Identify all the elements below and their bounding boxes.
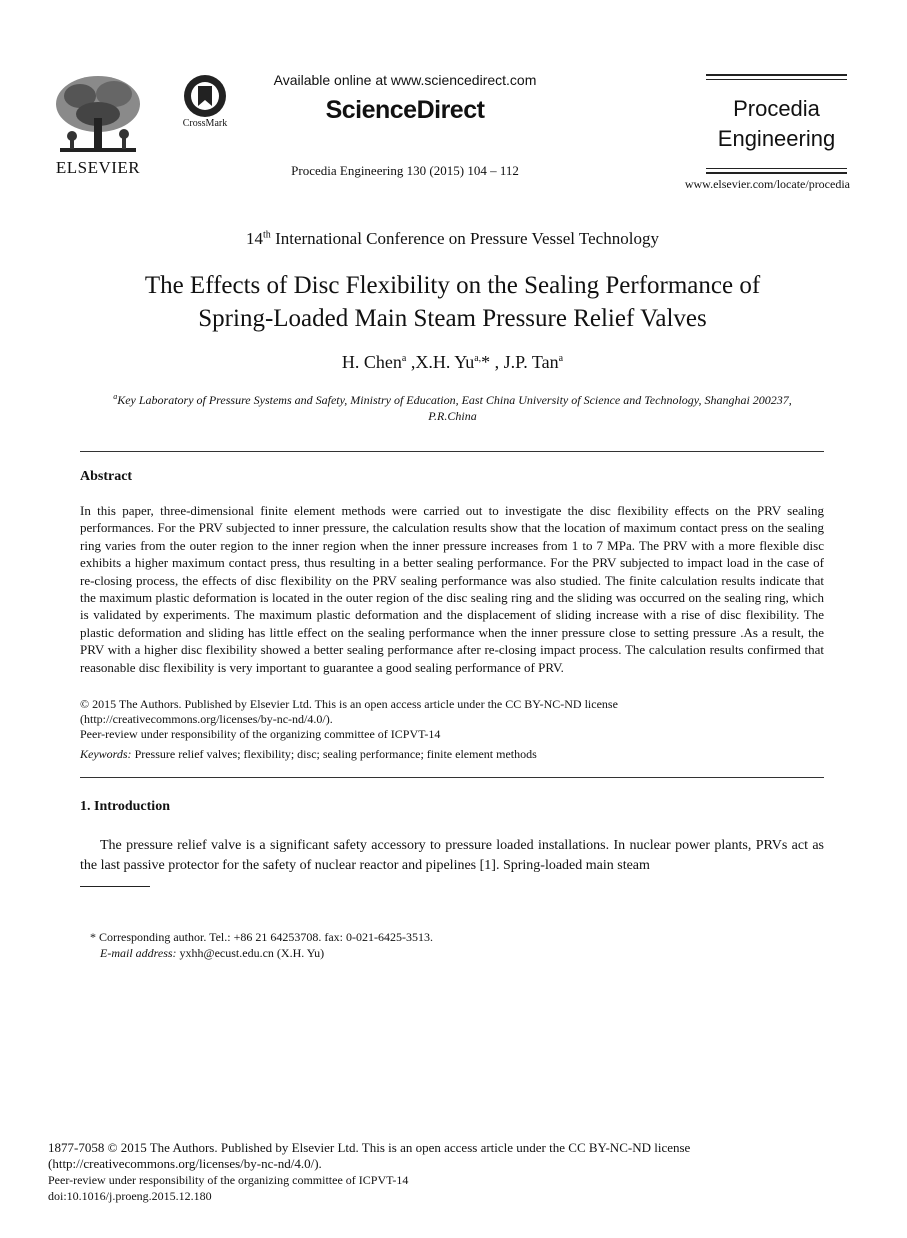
corresponding-author: * Corresponding author. Tel.: +86 21 64253708. fax: 0-021-6425-3513. <box>90 930 434 944</box>
affiliation-line1 <box>80 389 825 408</box>
author-name: * , J.P. Tan <box>481 352 559 372</box>
keywords-list: Pressure relief valves; flexibility; disc; sealing performance; finite element methods <box>131 747 537 761</box>
section-heading-introduction: 1. Introduction <box>80 799 170 814</box>
author-affiliation-mark: a <box>401 353 407 364</box>
abstract-top-rule <box>80 451 824 452</box>
journal-box-rule <box>706 79 847 80</box>
license-link[interactable]: (http://creativecommons.org/licenses/by-nc-nd/4.0/). <box>80 712 333 726</box>
conference-name <box>80 229 825 249</box>
email-address[interactable]: yxhh@ecust.edu.cn (X.H. Yu) <box>176 946 325 960</box>
license-statement <box>80 697 824 742</box>
journal-box-rule <box>706 168 847 169</box>
footnote-rule <box>80 886 150 887</box>
paper-title <box>80 269 825 335</box>
footer-license-link[interactable]: (http://creativecommons.org/licenses/by-nc-nd/4.0/). <box>48 1156 322 1171</box>
journal-name-line2: Engineering <box>717 126 836 151</box>
affiliation <box>80 389 825 424</box>
affiliation-line2: P.R.China <box>428 409 477 423</box>
abstract-heading: Abstract <box>80 469 133 484</box>
journal-name <box>706 94 847 154</box>
journal-url-link[interactable]: www.elsevier.com/locate/procedia <box>684 177 850 191</box>
conference-ordinal: th <box>263 229 271 241</box>
introduction-text: The pressure relief valve is a significant safety accessory to pressure loaded installations. In nuclear power plants, PRVs act as the last passive protector for the safety of nuclear reactor and pipelines [1]. Spring-loaded main steam <box>80 838 824 873</box>
sciencedirect-logo[interactable]: ScienceDirect <box>325 96 485 124</box>
journal-box-rule <box>706 74 847 76</box>
license-line: © 2015 The Authors. Published by Elsevier Ltd. This is an open access article under the CC BY-NC-ND license <box>80 697 618 711</box>
author-list <box>80 352 825 373</box>
journal-box-rule <box>706 172 847 174</box>
abstract-bottom-rule <box>80 777 824 778</box>
crossmark-label: CrossMark <box>182 118 228 129</box>
keywords-label: Keywords: <box>80 747 132 761</box>
author-affiliation-mark: a, <box>474 353 482 364</box>
author-name: ,X.H. Yu <box>406 352 475 372</box>
affiliation-mark: a <box>113 392 118 401</box>
email-line <box>90 945 690 961</box>
author-name: H. Chen <box>341 352 402 372</box>
conference-number: 14 <box>246 229 264 248</box>
paper-title-line1: The Effects of Disc Flexibility on the Sealing Performance of <box>144 272 761 299</box>
author-affiliation-mark: a <box>558 353 564 364</box>
peer-review-statement: Peer-review under responsibility of the organizing committee of ICPVT-14 <box>80 727 441 741</box>
issn-copyright: 1877-7058 © 2015 The Authors. Published by Elsevier Ltd. This is an open access article under the CC BY-NC-ND license <box>48 1140 691 1155</box>
affiliation-text: Key Laboratory of Pressure Systems and Safety, Ministry of Education, East China University of Science and Technology, Shanghai 200237, <box>117 393 792 407</box>
keywords <box>80 747 824 762</box>
available-online-text: Available online at www.sciencedirect.com <box>273 72 537 88</box>
abstract-text: In this paper, three-dimensional finite element methods were carried out to investigate the disc flexibility effects on the PRV sealing performances. For the PRV subjected to inner pressure, the calculation results show that the location of maximum contact press on the sealing ring varies from the outer region to the inner region when the inner pressure increases from 1 to 7 MPa. The PRV with a more flexible disc exhibits a higher maximum contact press, thus resulting in a better sealing performance. For the PRV subjected to impact load in the case of re-closing process, the effects of disc flexibility on the PRV sealing performance was also studied. The finite calculation results indicate that the maximum plastic deformation is located in the outer region of the disc sealing ring and the sliding was occurred on the sealing ring, which is validated by experiments. The maximum plastic deformation and the displacement of sliding increase with a rise of disc flexibility. The plastic deformation and sliding has little effect on the sealing performance when the inner pressure close to setting pressure .As a result, the PRV with a higher disc flexibility showed a better sealing performance after re-closing impact process. The calculation results confirmed that reasonable disc flexibility is very important to guarantee a good sealing performance of PRV. <box>80 503 824 675</box>
doi[interactable]: doi:10.1016/j.proeng.2015.12.180 <box>48 1189 212 1203</box>
footnote <box>90 929 690 961</box>
journal-name-line1: Procedia <box>733 96 820 121</box>
paper-title-line2: Spring-Loaded Main Steam Pressure Relief Valves <box>198 305 707 332</box>
conference-title: International Conference on Pressure Vessel Technology <box>270 229 659 248</box>
copyright-footer <box>48 1140 808 1204</box>
publisher-name: ELSEVIER <box>55 158 141 177</box>
journal-reference: Procedia Engineering 130 (2015) 104 – 112 <box>291 163 519 178</box>
email-label: E-mail address: <box>100 946 177 960</box>
footer-peer-review: Peer-review under responsibility of the organizing committee of ICPVT-14 <box>48 1173 409 1187</box>
